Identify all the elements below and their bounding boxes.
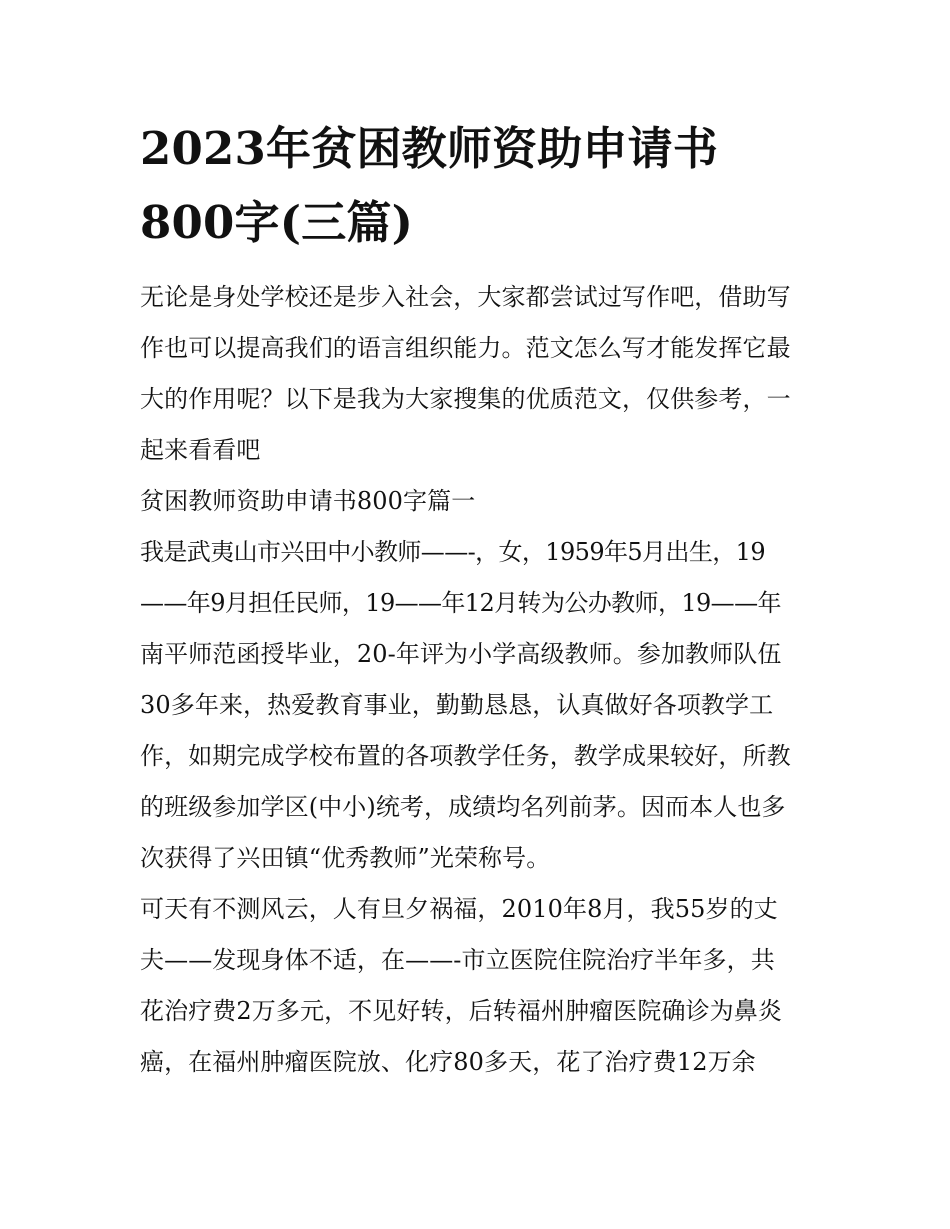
paragraph-line: 花治疗费2万多元，不见好转，后转福州肿瘤医院确诊为鼻炎 [140,997,782,1025]
section-heading [140,476,815,527]
intro-line: 作也可以提高我们的语言组织能力。范文怎么写才能发挥它最 [140,334,791,362]
paragraph-line: 30多年来，热爱教育事业，勤勤恳恳，认真做好各项教学工 [140,691,774,719]
paragraph-line: 南平师范函授毕业，20-年评为小学高级教师。参加教师队伍 [140,640,782,668]
intro-line: 无论是身处学校还是步入社会，大家都尝试过写作吧，借助写 [140,283,791,311]
paragraph-line: 癌，在福州肿瘤医院放、化疗80多天，花了治疗费12万余 [140,1048,756,1076]
paragraph-line: 的班级参加学区(中小)统考，成绩均名列前茅。因而本人也多 [140,793,786,821]
title-line-2: 800字(三篇) [140,196,414,249]
paragraph-line: 夫——发现身体不适，在——-市立医院住院治疗半年多，共 [140,946,775,974]
document-title [140,112,815,260]
paragraph-1 [140,527,815,884]
paragraph-2 [140,884,815,1088]
intro-line: 起来看看吧 [140,436,261,464]
title-line-1: 2023年贫困教师资助申请书 [140,122,719,175]
paragraph-line: ——年9月担任民师，19——年12月转为公办教师，19——年 [140,589,781,617]
paragraph-line: 可天有不测风云，人有旦夕祸福，2010年8月，我55岁的丈 [140,895,778,923]
paragraph-line: 次获得了兴田镇“优秀教师”光荣称号。 [140,844,551,872]
document-body [140,272,815,1088]
intro-paragraph [140,272,815,476]
paragraph-line: 我是武夷山市兴田中小教师——-，女，1959年5月出生，19 [140,538,765,566]
document-content [140,112,815,1088]
paragraph-line: 作，如期完成学校布置的各项教学任务，教学成果较好，所教 [140,742,791,770]
section-heading-text: 贫困教师资助申请书800字篇一 [140,487,476,515]
intro-line: 大的作用呢？以下是我为大家搜集的优质范文，仅供参考，一 [140,385,791,413]
